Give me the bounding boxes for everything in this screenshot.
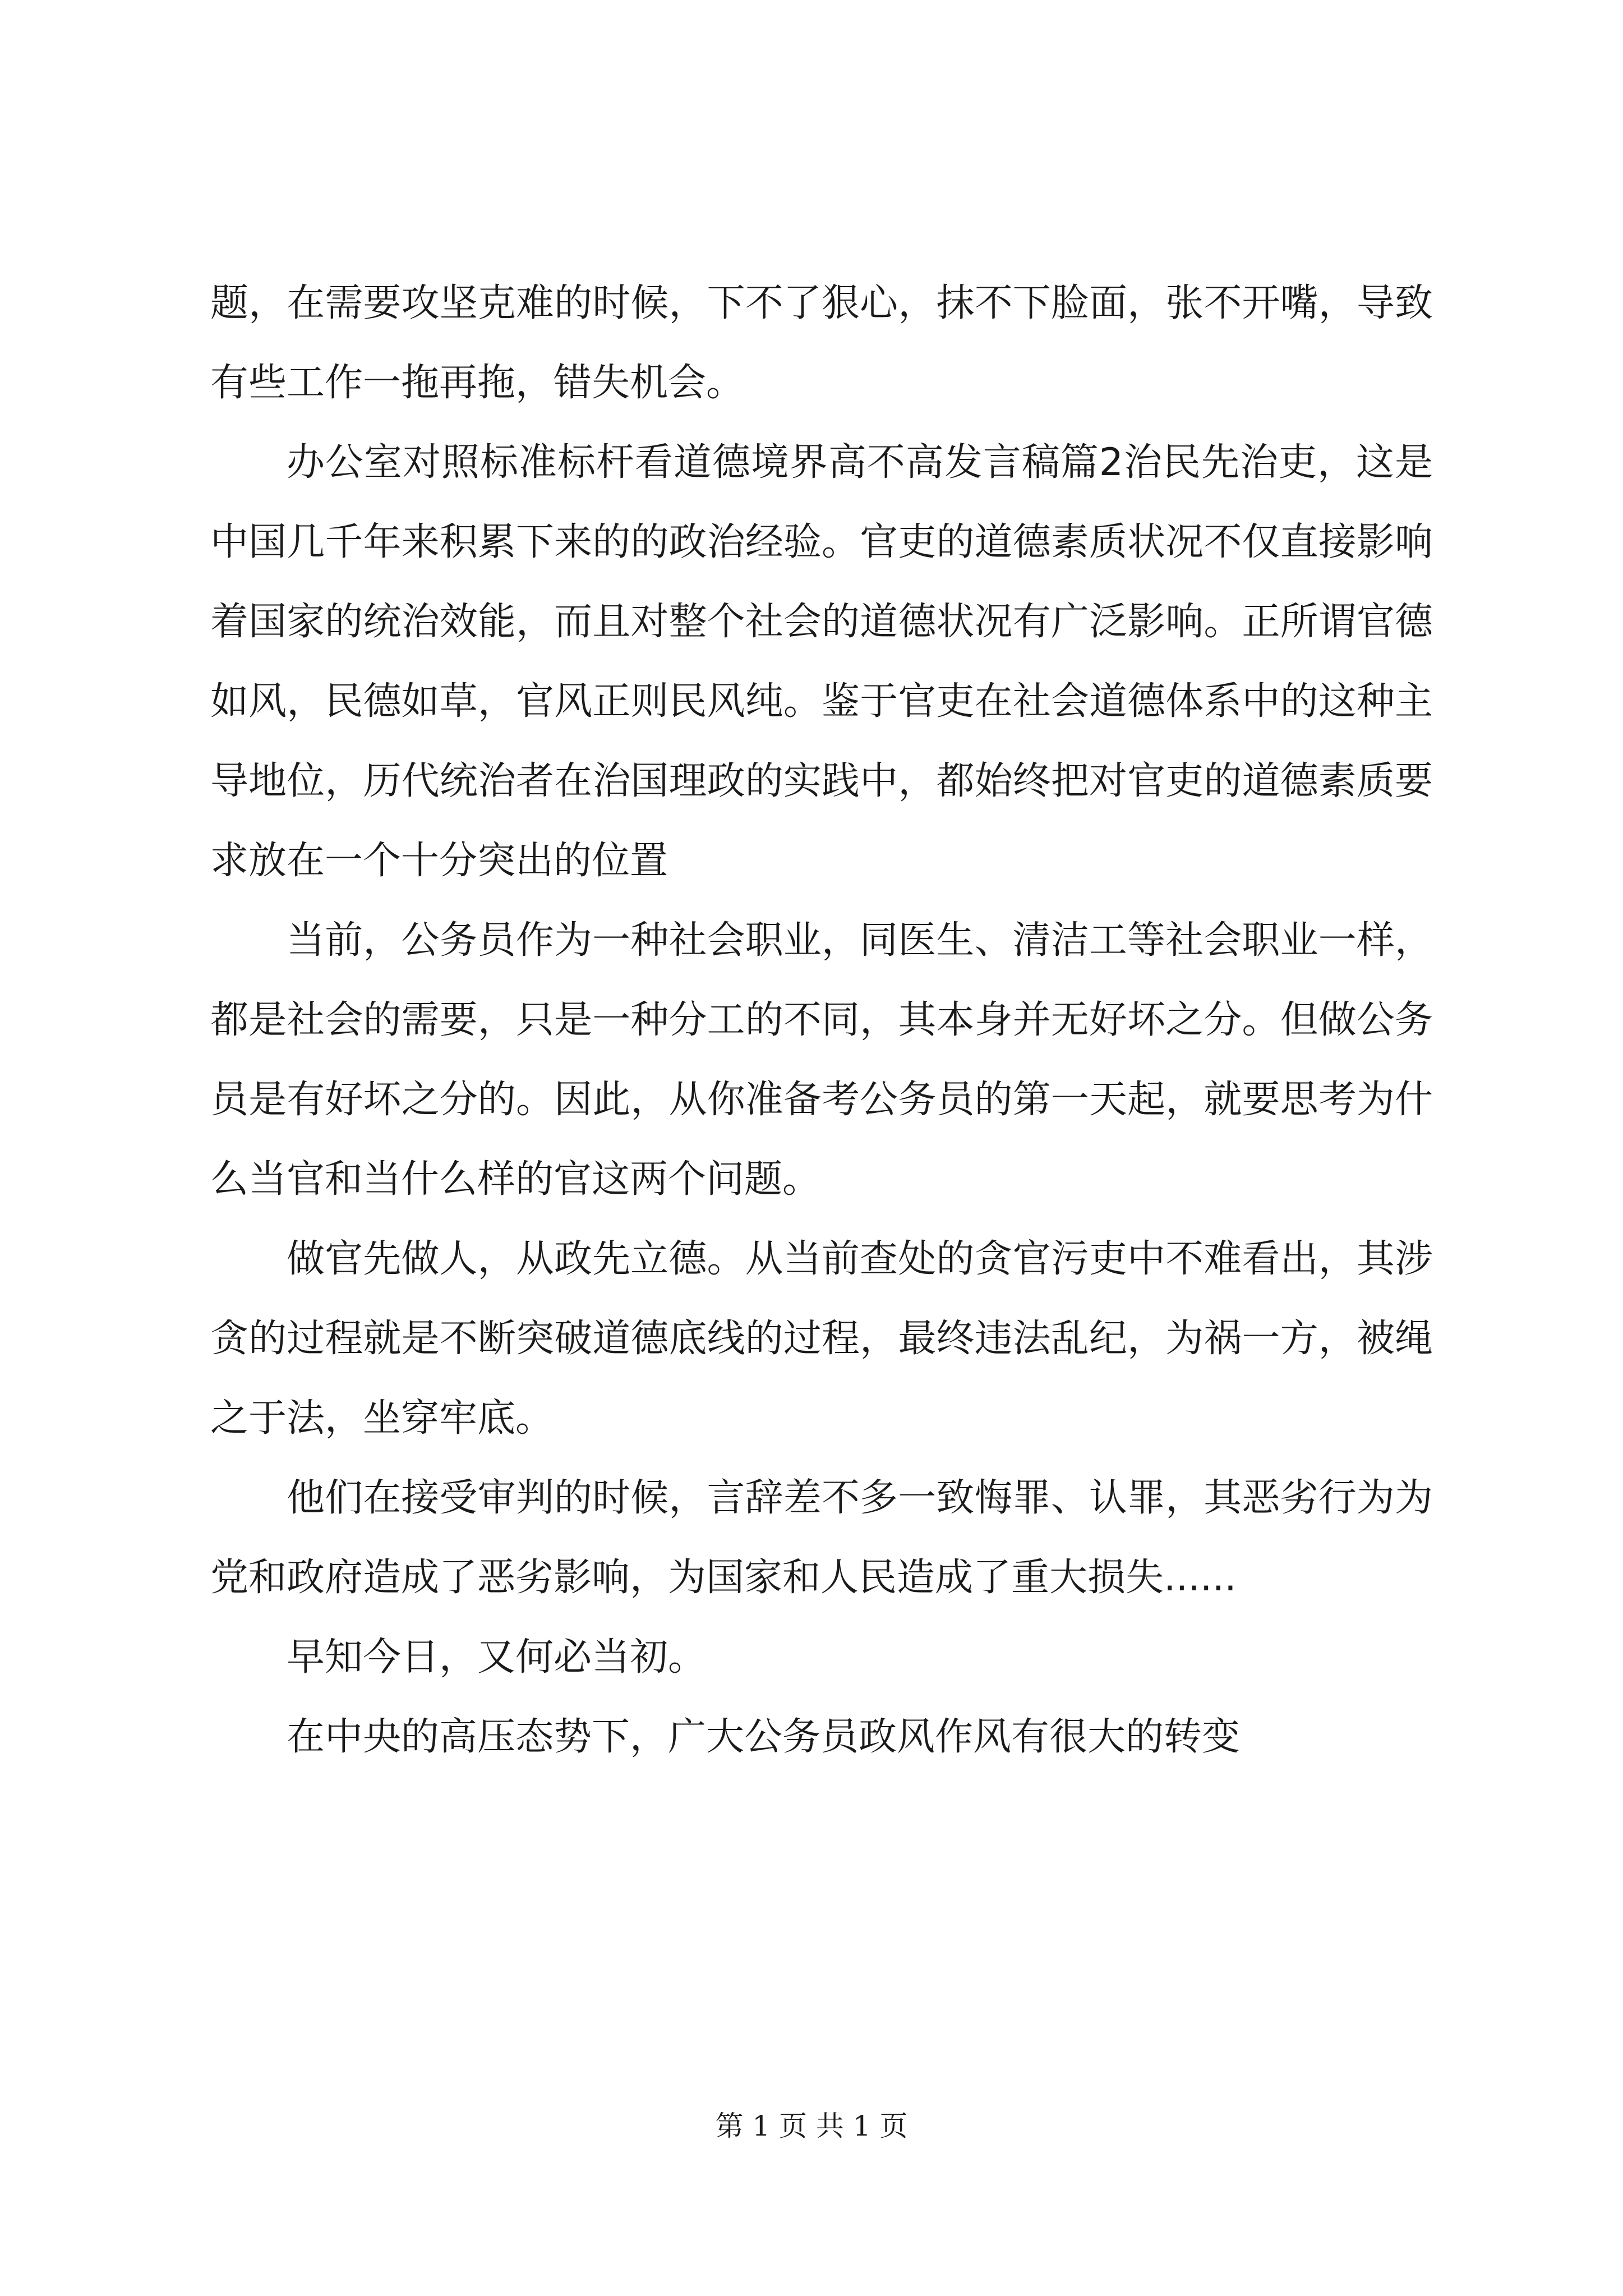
paragraph-6: 早知今日，又何必当初。 xyxy=(287,1635,707,1680)
document-body xyxy=(210,264,1433,1777)
paragraph-4: 做官先做人，从政先立德。从当前查处的贪官污吏中不难看出，其涉贪的过程就是不断突破道德底线的过程，最终违法乱纪，为祸一方，被绳之于法，坐穿牢底。 xyxy=(210,1237,1433,1441)
page-footer: 第 1 页 共 1 页 xyxy=(715,2110,908,2142)
paragraph-2: 办公室对照标准标杆看道德境界高不高发言稿篇2治民先治吏，这是中国几千年来积累下来的的政治经验。官吏的道德素质状况不仅直接影响着国家的统治效能，而且对整个社会的道德状况有广泛影响。正所谓官德如风，民德如草，官风正则民风纯。鉴于官吏在社会道德体系中的这种主导地位，历代统治者在治国理政的实践中，都始终把对官吏的道德素质要求放在一个十分突出的位置 xyxy=(210,440,1433,883)
paragraph-5: 他们在接受审判的时候，言辞差不多一致悔罪、认罪，其恶劣行为为党和政府造成了恶劣影响，为国家和人民造成了重大损失...... xyxy=(210,1476,1433,1600)
paragraph-1: 题，在需要攻坚克难的时候，下不了狠心，抹不下脸面，张不开嘴，导致有些工作一拖再拖，错失机会。 xyxy=(210,281,1433,405)
paragraph-3: 当前，公务员作为一种社会职业，同医生、清洁工等社会职业一样，都是社会的需要，只是一种分工的不同，其本身并无好坏之分。但做公务员是有好坏之分的。因此，从你准备考公务员的第一天起，就要思考为什么当官和当什么样的官这两个问题。 xyxy=(210,918,1433,1202)
paragraph-7: 在中央的高压态势下，广大公务员政风作风有很大的转变 xyxy=(287,1715,1241,1759)
